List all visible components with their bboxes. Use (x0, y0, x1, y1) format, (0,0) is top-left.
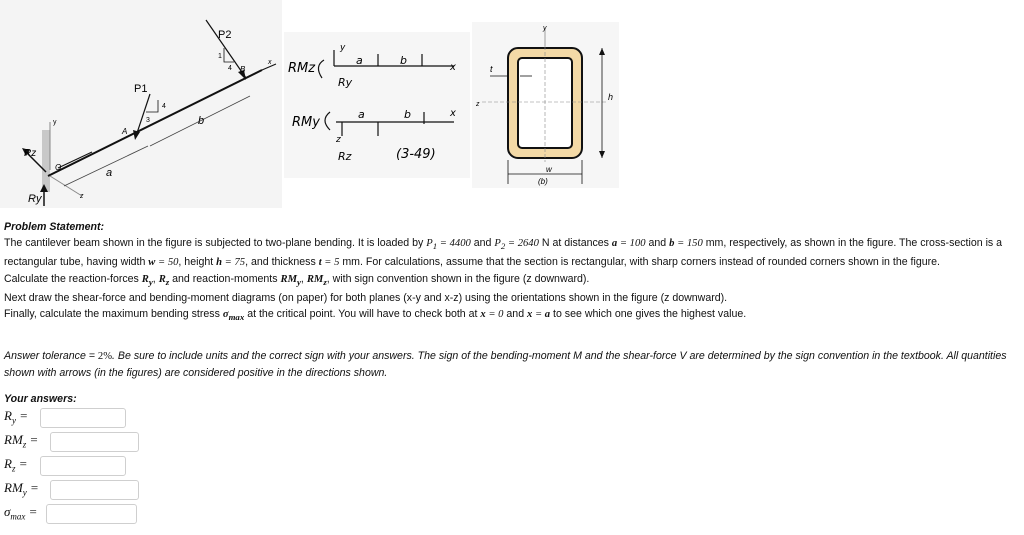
dim-a-label: a (106, 167, 113, 179)
figure-caption: (b) (538, 177, 548, 186)
answer-row-ry (4, 407, 28, 429)
answers-section (4, 391, 1014, 522)
answer-row-rmz (4, 431, 38, 453)
reaction-sketch (284, 32, 470, 178)
svg-text:a: a (356, 54, 363, 67)
axis-y-label: y (53, 119, 57, 126)
rmz-answer-input[interactable] (50, 432, 139, 452)
svg-text:x: x (450, 108, 456, 119)
equation-ref: (3-49) (396, 147, 436, 162)
svg-text:4: 4 (228, 65, 232, 72)
origin-label: O (55, 163, 62, 172)
rz-answer-input[interactable] (40, 456, 126, 476)
ry-answer-input[interactable] (40, 408, 126, 428)
answer-label-ry: $R_y$ = (4, 407, 28, 426)
height-label: h (608, 92, 614, 102)
tolerance-note: Answer tolerance = 2%. Be sure to include units and the correct sign with your answers. The sign of the bending-moment M and the shear-force V are determined by the sign convention in the textbook. All quantities shown with arrows (in the figures) are considered positive in the directions shown. (4, 350, 1007, 379)
rmz-sketch-label: RMz (288, 61, 316, 76)
dim-b-label: b (198, 115, 205, 127)
ry-sketch-label: Ry (338, 76, 353, 89)
reaction-sketch-figure (284, 32, 470, 178)
beam-diagram (0, 0, 282, 208)
axis-z-label: z (80, 193, 84, 200)
answer-row-sigma-max (4, 503, 37, 525)
svg-text:a: a (358, 108, 365, 121)
rz-label: Rz (24, 148, 37, 159)
section-z-label: z (476, 101, 480, 108)
point-a-label: A (122, 127, 128, 136)
thickness-label: t (490, 64, 493, 74)
p1-label: P1 (134, 83, 148, 95)
problem-paragraph-3: Next draw the shear-force and bending-moment diagrams (on paper) for both planes (x-y and x-z) using the orientations shown in the figure (z downward). (4, 292, 728, 305)
beam-axis (48, 70, 262, 176)
ry-label: Ry (28, 193, 42, 205)
problem-paragraph-1: The cantilever beam shown in the figure is subjected to two-plane bending. It is loaded by $P_1 = 4400$ and $P_2 = 2640$ N at distances a = 100 and b = 150 mm, respectively, as shown in the figure. The cross-section is a rectangular tube, having width w = 50, height h = 75, and thickness t = 5 mm. For calculations, assume that the section is rectangular, with sharp corners instead of rounded corners shown in the figure. (4, 237, 1003, 269)
answer-label-sigma-max: $\sigma_{max}$ = (4, 503, 38, 522)
svg-text:1: 1 (218, 53, 222, 60)
axis-x-label: x (268, 59, 272, 66)
svg-text:3: 3 (146, 117, 150, 124)
svg-text:z: z (336, 135, 341, 145)
answer-label-rmz: $RM_z$ = (4, 431, 39, 450)
dim-a-line (64, 146, 148, 186)
width-label: w (546, 165, 552, 174)
sigma-max-answer-input[interactable] (46, 504, 137, 524)
problem-heading: Problem Statement: (4, 221, 105, 233)
tolerance-value: 2% (97, 351, 113, 362)
svg-text:4: 4 (162, 103, 166, 110)
p2-label: P2 (218, 29, 232, 41)
answer-row-rmy (4, 479, 39, 501)
answer-row-rz (4, 455, 28, 477)
rmy-sketch-label: RMy (292, 115, 320, 130)
wall-support (42, 130, 50, 192)
answer-label-rmy: $RM_y$ = (4, 479, 39, 498)
svg-text:b: b (400, 54, 407, 67)
rmy-answer-input[interactable] (50, 480, 139, 500)
cross-section-figure (472, 22, 619, 188)
rz-sketch-label: Rz (338, 150, 352, 163)
problem-statement (4, 219, 1014, 325)
problem-paragraph-2: Calculate the reaction-forces $R_y$, $R_z$ and reaction-moments $RM_y$, $RM_z$, with sign convention shown in the figure (z downward). (4, 273, 590, 288)
answer-label-rz: $R_z$ = (4, 455, 28, 474)
cross-section-diagram (472, 22, 619, 188)
point-b-label: B (240, 65, 246, 74)
section-y-label: y (543, 25, 547, 32)
answers-heading: Your answers: (4, 393, 77, 405)
svg-text:y: y (340, 43, 346, 53)
svg-text:x: x (450, 62, 456, 73)
beam-figure (0, 0, 282, 208)
problem-paragraph-4: Finally, calculate the maximum bending stress $\sigma_{max}$ at the critical point. You will have to check both at x = 0 and x = a to see which one gives the highest value. (4, 308, 747, 323)
svg-text:b: b (404, 108, 411, 121)
